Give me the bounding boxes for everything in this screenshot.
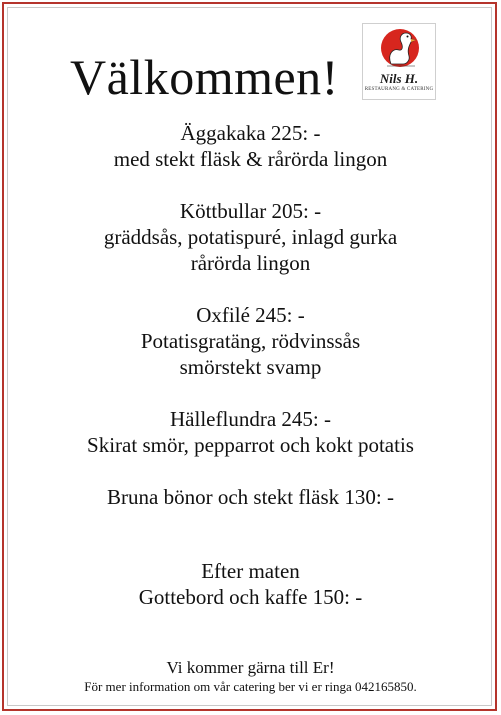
menu bbox=[0, 120, 501, 610]
dessert-section bbox=[0, 558, 501, 610]
menu-item-description: Skirat smör, pepparrot och kokt potatis bbox=[87, 433, 414, 457]
menu-item bbox=[0, 302, 501, 380]
menu-item-name: Hälleflundra 245: - bbox=[170, 407, 331, 431]
logo-subtitle: RESTAURANG & CATERING bbox=[364, 87, 434, 92]
menu-item bbox=[0, 120, 501, 172]
menu-item-description: gräddsås, potatispuré, inlagd gurka bbox=[103, 225, 398, 249]
restaurant-logo bbox=[362, 23, 436, 100]
menu-item-name: Bruna bönor och stekt fläsk 130: - bbox=[107, 485, 394, 509]
menu-item bbox=[0, 484, 501, 510]
logo-name: Nils H. bbox=[379, 71, 419, 86]
menu-item-name: Köttbullar 205: - bbox=[179, 199, 322, 223]
menu-item-description: med stekt fläsk & rårörda lingon bbox=[113, 147, 388, 171]
footer bbox=[0, 658, 501, 695]
page-title: Välkommen! bbox=[70, 49, 339, 105]
footer-info: För mer information om vår catering ber vi er ringa 042165850. bbox=[84, 679, 417, 694]
menu-item-name: Äggakaka 225: - bbox=[180, 121, 321, 145]
menu-item-name: Oxfilé 245: - bbox=[196, 303, 305, 327]
menu-item-description: Potatisgratäng, rödvinssås bbox=[140, 329, 361, 353]
dessert-heading: Efter maten bbox=[201, 559, 300, 583]
dessert-item: Gottebord och kaffe 150: - bbox=[138, 585, 363, 609]
menu-item bbox=[0, 198, 501, 276]
menu-item-description: rårörda lingon bbox=[190, 251, 311, 275]
menu-item-description: smörstekt svamp bbox=[179, 355, 322, 379]
menu-item bbox=[0, 406, 501, 458]
footer-welcome: Vi kommer gärna till Er! bbox=[166, 658, 335, 677]
